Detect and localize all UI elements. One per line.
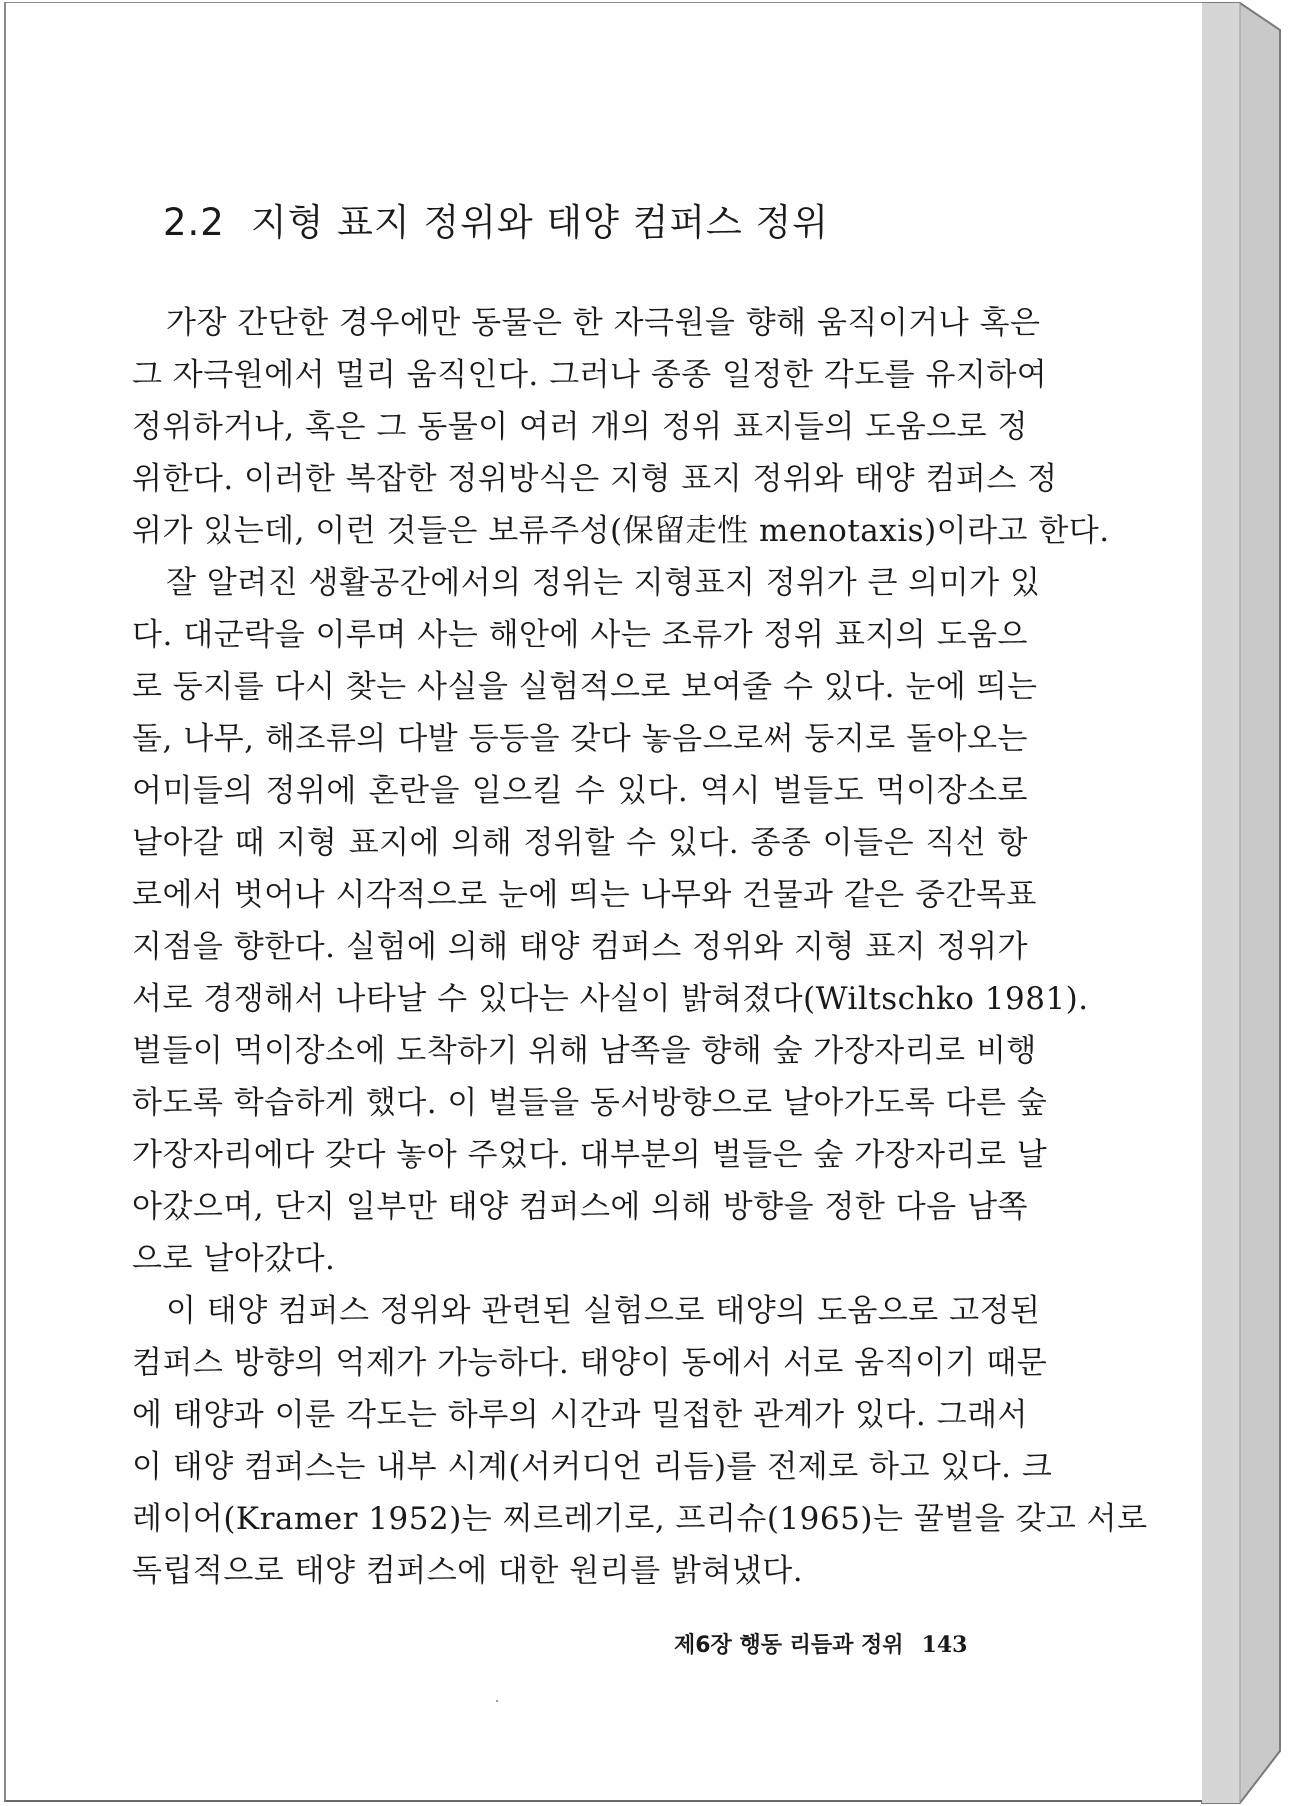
book-side-face xyxy=(1202,3,1280,1803)
text-line: 컴퍼스 방향의 억제가 가능하다. 태양이 동에서 서로 움직이기 때문 xyxy=(132,1345,1048,1381)
text-line: 다. 대군락을 이루며 사는 해안에 사는 조류가 정위 표지의 도움으 xyxy=(132,617,1028,653)
text-line: 위한다. 이러한 복잡한 정위방식은 지형 표지 정위와 태양 컴퍼스 정 xyxy=(132,461,1058,497)
text-line: 가장자리에다 갖다 놓아 주었다. 대부분의 벌들은 숲 가장자리로 날 xyxy=(132,1137,1048,1173)
text-line: 돌, 나무, 해조류의 다발 등등을 갖다 놓음으로써 둥지로 돌아오는 xyxy=(132,721,1028,757)
text-line: 이 태양 컴퍼스는 내부 시계(서커디언 리듬)를 전제로 하고 있다. 크 xyxy=(132,1449,1053,1485)
text-line: 어미들의 정위에 혼란을 일으킬 수 있다. 역시 벌들도 먹이장소로 xyxy=(132,773,1028,809)
paragraph-3 xyxy=(132,1285,1148,1597)
text-line: 지점을 향한다. 실험에 의해 태양 컴퍼스 정위와 지형 표지 정위가 xyxy=(132,929,1028,965)
scan-speck xyxy=(496,1700,498,1702)
section-title: 지형 표지 정위와 태양 컴퍼스 정위 xyxy=(250,201,830,244)
text-line: 가장 간단한 경우에만 동물은 한 자극원을 향해 움직이거나 혹은 xyxy=(166,305,1041,341)
text-line: 서로 경쟁해서 나타날 수 있다는 사실이 밝혀졌다(Wiltschko 1981). xyxy=(132,981,1089,1017)
paragraph-1 xyxy=(132,297,1110,557)
text-line: 아갔으며, 단지 일부만 태양 컴퍼스에 의해 방향을 정한 다음 남쪽 xyxy=(132,1189,1028,1225)
book-side-shade xyxy=(1202,3,1240,1803)
text-line: 그 자극원에서 멀리 움직인다. 그러나 종종 일정한 각도를 유지하여 xyxy=(132,357,1048,393)
section-heading xyxy=(163,192,829,246)
text-line: 이 태양 컴퍼스 정위와 관련된 실험으로 태양의 도움으로 고정된 xyxy=(166,1293,1041,1329)
text-line: 에 태양과 이룬 각도는 하루의 시간과 밀접한 관계가 있다. 그래서 xyxy=(132,1397,1028,1433)
text-line: 독립적으로 태양 컴퍼스에 대한 원리를 밝혀냈다. xyxy=(132,1553,804,1589)
footer-chapter: 제6장 행동 리듬과 정위 xyxy=(674,1633,904,1658)
page-number: 143 xyxy=(921,1632,968,1658)
text-line: 정위하거나, 혹은 그 동물이 여러 개의 정위 표지들의 도움으로 정 xyxy=(132,409,1028,445)
text-line: 로 둥지를 다시 찾는 사실을 실험적으로 보여줄 수 있다. 눈에 띄는 xyxy=(132,669,1038,705)
paragraph-2 xyxy=(132,557,1089,1285)
text-line: 벌들이 먹이장소에 도착하기 위해 남쪽을 향해 숲 가장자리로 비행 xyxy=(132,1033,1037,1069)
text-line: 잘 알려진 생활공간에서의 정위는 지형표지 정위가 큰 의미가 있 xyxy=(166,565,1041,601)
text-line: 위가 있는데, 이런 것들은 보류주성(保留走性 menotaxis)이라고 한다. xyxy=(132,513,1110,549)
text-line: 으로 날아갔다. xyxy=(132,1241,336,1277)
text-line: 로에서 벗어나 시각적으로 눈에 띄는 나무와 건물과 같은 중간목표 xyxy=(132,877,1037,913)
section-number: 2.2 xyxy=(163,201,225,244)
text-line: 하도록 학습하게 했다. 이 벌들을 동서방향으로 날아가도록 다른 숲 xyxy=(132,1085,1048,1121)
text-line: 레이어(Kramer 1952)는 찌르레기로, 프리슈(1965)는 꿀벌을 갖고 서로 xyxy=(132,1501,1148,1537)
body-text xyxy=(132,297,1148,1597)
running-footer xyxy=(674,1628,968,1659)
text-line: 날아갈 때 지형 표지에 의해 정위할 수 있다. 종종 이들은 직선 항 xyxy=(132,825,1028,861)
